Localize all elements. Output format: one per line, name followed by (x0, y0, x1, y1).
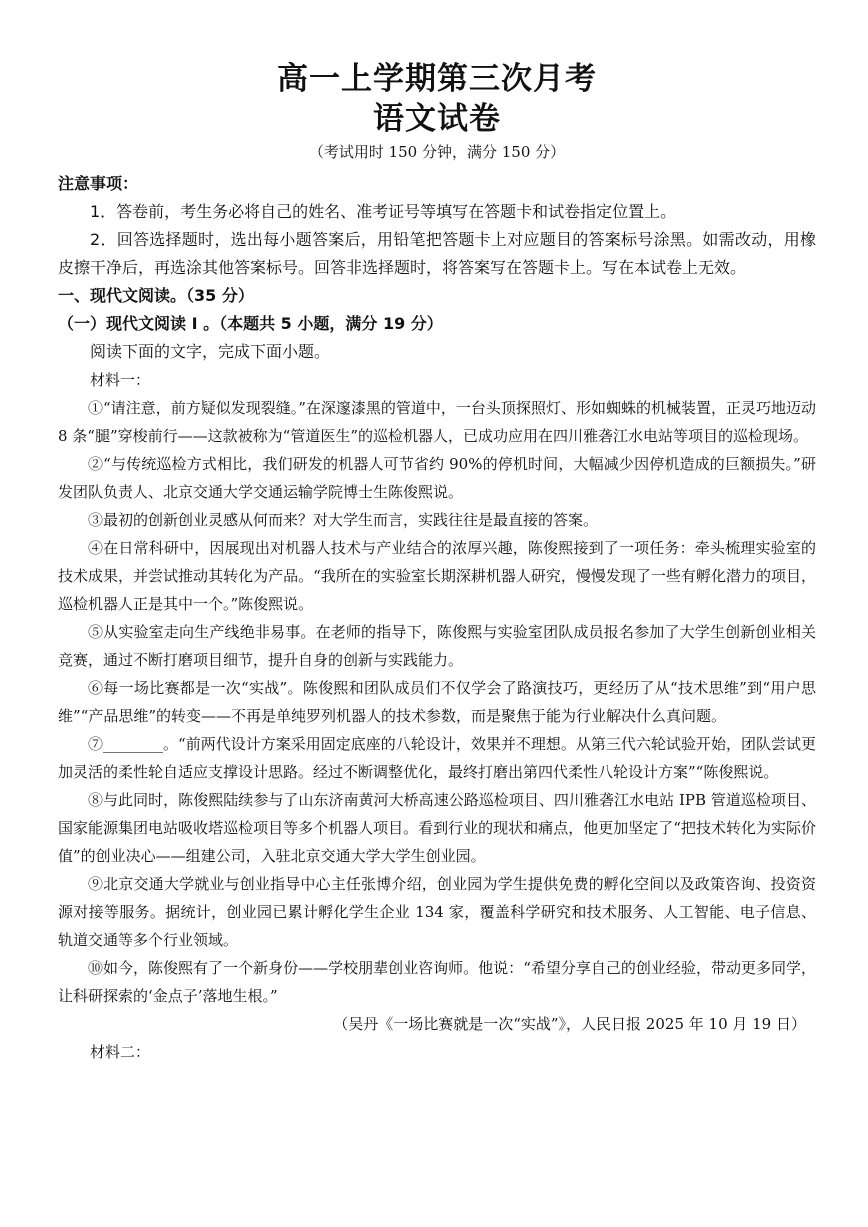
exam-subtitle: 语文试卷 (373, 101, 501, 137)
notice-item-2: 2．回答选择题时，选出每小题答案后，用铅笔把答题卡上对应题目的答案标号涂黑。如需改动，用橡皮擦干净后，再选涂其他答案标号。回答非选择题时，将答案写在答题卡上。写在本试卷上无效。 (58, 230, 816, 277)
paragraph-5: ⑤从实验室走向生产线绝非易事。在老师的指导下，陈俊熙与实验室团队成员报名参加了大学生创新创业相关竞赛，通过不断打磨项目细节，提升自身的创新与实践能力。 (58, 623, 816, 669)
paragraph-7: ⑦________。“前两代设计方案采用固定底座的八轮设计，效果并不理想。从第三代六轮试验开始，团队尝试更加灵活的柔性轮自适应支撑设计思路。经过不断调整优化，最终打磨出第四代柔性八轮设计方案”“陈俊熙说。 (58, 735, 816, 781)
paragraph-6: ⑥每一场比赛都是一次“实战”。陈俊熙和团队成员们不仅学会了路演技巧，更经历了从“技术思维”到“用户思维”“产品思维”的转变——不再是单纯罗列机器人的技术参数，而是聚焦于能为行业解决什么真问题。 (58, 679, 816, 725)
subsection-heading: （一）现代文阅读 I 。（本题共 5 小题，满分 19 分） (58, 314, 443, 333)
paragraph-2: ②“与传统巡检方式相比，我们研发的机器人可节省约 90%的停机时间，大幅减少因停机造成的巨额损失。”研发团队负责人、北京交通大学交通运输学院博士生陈俊熙说。 (58, 455, 816, 501)
paragraph-1: ①“请注意，前方疑似发现裂缝。”在深邃漆黑的管道中，一台头顶探照灯、形如蜘蛛的机械装置，正灵巧地迈动 8 条“腿”穿梭前行——这款被称为“管道医生”的巡检机器人，已成功应用在四川雅砻江水电站等项目的巡检现场。 (58, 399, 816, 445)
reading-instruction: 阅读下面的文字，完成下面小题。 (90, 342, 331, 361)
notice-heading: 注意事项： (58, 174, 139, 193)
exam-page (58, 60, 816, 1066)
paragraph-3: ③最初的创新创业灵感从何而来？对大学生而言，实践往往是最直接的答案。 (88, 511, 599, 529)
paragraph-10: ⑩如今，陈俊熙有了一个新身份——学校朋辈创业咨询师。他说：“希望分享自己的创业经验，带动更多同学，让科研探索的‘金点子’落地生根。” (58, 959, 816, 1005)
article-source: （吴丹《一场比赛就是一次“实战”》，人民日报 2025 年 10 月 19 日） (333, 1015, 806, 1033)
paragraph-8: ⑧与此同时，陈俊熙陆续参与了山东济南黄河大桥高速公路巡检项目、四川雅砻江水电站 IPB 管道巡检项目、国家能源集团电站吸收塔巡检项目等多个机器人项目。看到行业的现状和痛点，他更加坚定了“把技术转化为实际价值”的创业决心——组建公司，入驻北京交通大学大学生创业园。 (58, 791, 816, 865)
exam-duration: （考试用时 150 分钟，满分 150 分） (308, 143, 566, 161)
paragraph-9: ⑨北京交通大学就业与创业指导中心主任张博介绍，创业园为学生提供免费的孵化空间以及政策咨询、投资资源对接等服务。据统计，创业园已累计孵化学生企业 134 家，覆盖科学研究和技术服务、人工智能、电子信息、轨道交通等多个行业领域。 (58, 875, 816, 949)
notice-item-1: 1．答卷前，考生务必将自己的姓名、准考证号等填写在答题卡和试卷指定位置上。 (90, 202, 677, 221)
material-one-label: 材料一： (90, 371, 151, 389)
exam-title: 高一上学期第三次月考 (277, 61, 597, 97)
section-heading: 一、现代文阅读。（35 分） (58, 286, 254, 305)
paragraph-4: ④在日常科研中，因展现出对机器人技术与产业结合的浓厚兴趣，陈俊熙接到了一项任务：牵头梳理实验室的技术成果，并尝试推动其转化为产品。“我所在的实验室长期深耕机器人研究，慢慢发现了一些有孵化潜力的项目，巡检机器人正是其中一个。”陈俊熙说。 (58, 539, 816, 613)
material-two-label: 材料二： (90, 1043, 151, 1061)
